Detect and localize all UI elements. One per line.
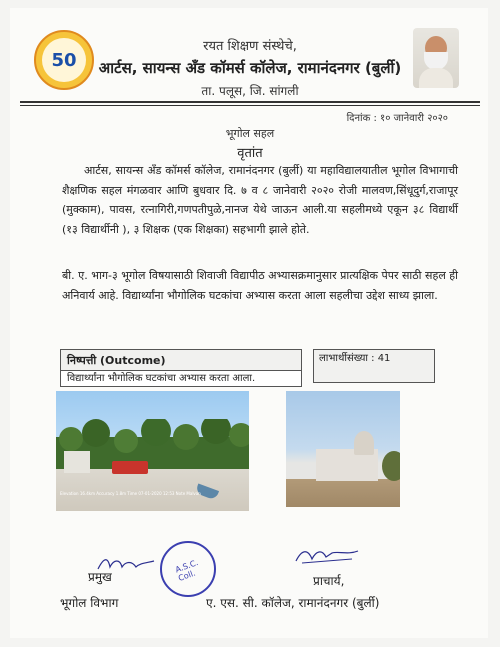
beneficiaries-box: लाभार्थीसंख्या : 41 [313,349,435,383]
report-heading: वृतांत [237,146,263,161]
bus [112,461,148,474]
seal-text: A.S.C. Coll. [174,557,200,583]
photo-geotag: Elevation 16.4km Accuracy 1.8m Time 07-01-2020 12:53 Note Malvan [60,491,201,496]
principal-title: प्राचार्य, [313,574,345,588]
subject-line: भूगोल सहल [225,127,275,140]
outcome-box [60,349,302,387]
date-line: दिनांक : १० जानेवारी २०२० [346,113,448,124]
beach-sand [56,469,249,511]
header-college-name: आर्टस, सायन्स अँड कॉमर्स कॉलेज, रामानंदनगर (बुर्ली) [98,59,402,77]
house [64,451,90,473]
temple-ground [286,479,400,507]
header-address: ता. पलूस, जि. सांगली [201,84,299,98]
temple-photo [286,391,400,507]
header-society: रयत शिक्षण संस्थेचे, [203,39,297,54]
tree [382,451,400,481]
principal-signature [292,545,362,567]
header-rule-thick [20,101,480,103]
report-paragraph-2: बी. ए. भाग-३ भूगोल विषयासाठी शिवाजी विद्यापीठ अभ्यासक्रमानुसार प्रात्यक्षिक पेपर साठी सहल ही अनिवार्य आहे. विद्यार्थ्यांना भौगोलिक घटकांचा अभ्यास करता आला सहलीचा उद्देश साध्य झाला. [62,269,458,302]
outcome-text: विद्यार्थ्यांना भौगोलिक घटकांचा अभ्यास करता आला. [61,370,301,386]
principal-college: ए. एस. सी. कॉलेज, रामानंदनगर (बुर्ली) [206,596,380,610]
temple-spire [354,431,374,455]
hod-department: भूगोल विभाग [60,596,119,610]
college-seal [160,541,216,597]
beach-photo [56,391,249,511]
hod-title: प्रमुख [88,570,112,584]
report-paragraph-1: आर्टस, सायन्स अँड कॉमर्स कॉलेज, रामानंदनगर (बुर्ली) या महाविद्यालयातील भूगोल विभागाची शैक्षणिक सहल मंगळवार आणि बुधवार दि. ७ व ८ जानेवारी २०२० रोजी मालवण,सिंधूदुर्ग,राजापूर (मुक्काम), पावस, रत्नागिरी,गणपतीपुळे,नानज येथे जाऊन आली.या सहलीमध्ये एकून ३८ विद्यार्थी (१३ विद्यार्थीनी ), ३ शिक्षक (एक शिक्षका) सहभागी झाले होते. [62,164,458,236]
logo-number: 50 [42,38,86,82]
outcome-title: निष्पत्ती (Outcome) [67,354,166,367]
header-rule-thin [20,105,480,106]
